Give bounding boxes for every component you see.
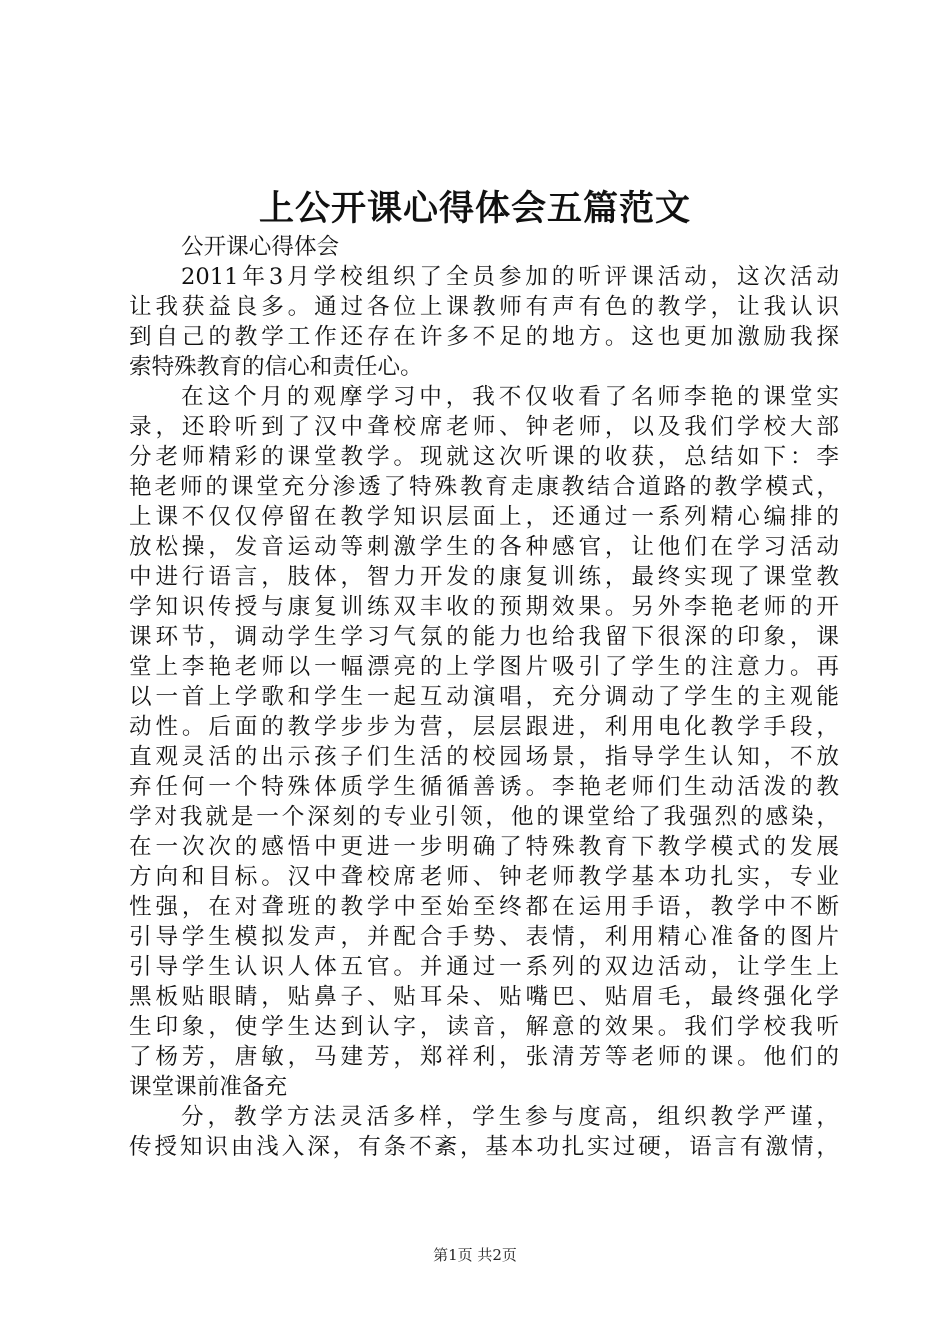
paragraph-line: 让我获益良多。通过各位上课教师有声有色的教学，让我认识 — [129, 294, 839, 320]
paragraph-line: 以一首上学歌和学生一起互动演唱，充分调动了学生的主观能 — [129, 684, 839, 710]
paragraph-line: 2011年3月学校组织了全员参加的听评课活动，这次活动 — [181, 264, 839, 290]
paragraph-line: 到自己的教学工作还存在许多不足的地方。这也更加激励我探 — [129, 324, 839, 350]
paragraph-line: 方向和目标。汉中聋校席老师、钟老师教学基本功扎实，专业 — [129, 864, 839, 890]
paragraph-line: 引导学生模拟发声，并配合手势、表情，利用精心准备的图片 — [129, 924, 839, 950]
paragraph-line: 分，教学方法灵活多样，学生参与度高，组织教学严谨， — [181, 1104, 839, 1130]
paragraph-line: 传授知识由浅入深，有条不紊，基本功扎实过硬，语言有激情， — [129, 1134, 839, 1160]
paragraph-line: 生印象，使学生达到认字，读音，解意的效果。我们学校我听 — [129, 1014, 839, 1040]
paragraph-line: 动性。后面的教学步步为营，层层跟进，利用电化教学手段， — [129, 714, 839, 740]
paragraph-line: 课环节，调动学生学习气氛的能力也给我留下很深的印象，课 — [129, 624, 839, 650]
paragraph-line: 索特殊教育的信心和责任心。 — [129, 354, 423, 380]
paragraph-line: 在这个月的观摩学习中，我不仅收看了名师李艳的课堂实 — [181, 384, 839, 410]
paragraph-line: 了杨芳，唐敏，马建芳，郑祥利，张清芳等老师的课。他们的 — [129, 1044, 839, 1070]
paragraph-line: 在一次次的感悟中更进一步明确了特殊教育下教学模式的发展 — [129, 834, 839, 860]
paragraph-line: 黑板贴眼睛，贴鼻子、贴耳朵、贴嘴巴、贴眉毛，最终强化学 — [129, 984, 839, 1010]
document-body — [129, 232, 839, 1162]
paragraph-line: 课堂课前准备充 — [129, 1074, 288, 1100]
paragraph-line: 引导学生认识人体五官。并通过一系列的双边活动，让学生上 — [129, 954, 839, 980]
paragraph-line: 录，还聆听到了汉中聋校席老师、钟老师，以及我们学校大部 — [129, 414, 839, 440]
paragraph-line: 学对我就是一个深刻的专业引领，他的课堂给了我强烈的感染， — [129, 804, 839, 830]
paragraph-line: 弃任何一个特殊体质学生循循善诱。李艳老师们生动活泼的教 — [129, 774, 839, 800]
document-title: 上公开课心得体会五篇范文 — [258, 188, 691, 229]
paragraph-line: 学知识传授与康复训练双丰收的预期效果。另外李艳老师的开 — [129, 594, 839, 620]
page-number-footer: 第1页 共2页 — [433, 1246, 517, 1264]
paragraph-line: 直观灵活的出示孩子们生活的校园场景，指导学生认知，不放 — [129, 744, 839, 770]
paragraph-line: 堂上李艳老师以一幅漂亮的上学图片吸引了学生的注意力。再 — [129, 654, 839, 680]
paragraph-line: 艳老师的课堂充分渗透了特殊教育走康教结合道路的教学模式， — [129, 474, 839, 500]
paragraph-line: 中进行语言，肢体，智力开发的康复训练，最终实现了课堂教 — [129, 564, 839, 590]
paragraph-line: 放松操，发音运动等刺激学生的各种感官，让他们在学习活动 — [129, 534, 839, 560]
paragraph-line: 分老师精彩的课堂教学。现就这次听课的收获，总结如下：李 — [129, 444, 839, 470]
paragraph-line: 性强，在对聋班的教学中至始至终都在运用手语，教学中不断 — [129, 894, 839, 920]
section-heading: 公开课心得体会 — [181, 234, 340, 260]
paragraph-line: 上课不仅仅停留在教学知识层面上，还通过一系列精心编排的 — [129, 504, 839, 530]
